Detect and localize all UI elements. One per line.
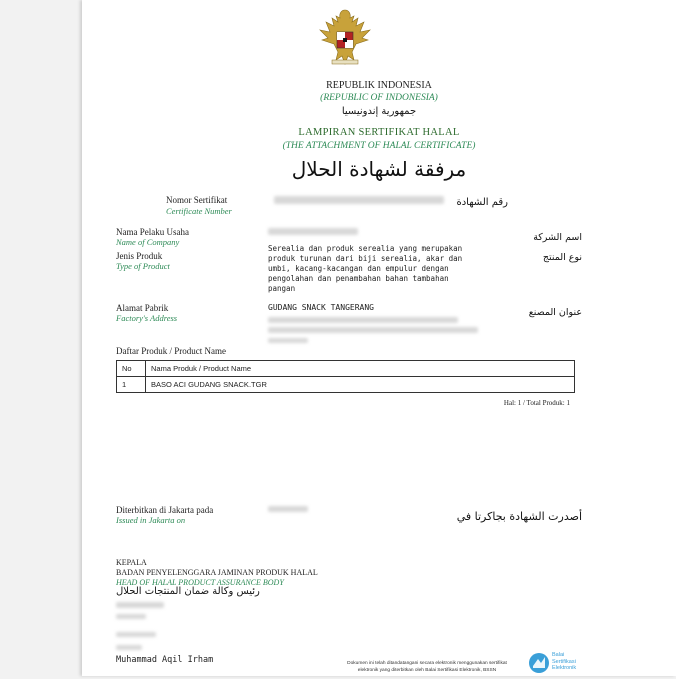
- bsre-logo-text: Balai Sertifikasi Elektronik: [552, 652, 577, 671]
- issued-date-redacted: [268, 506, 308, 512]
- country-name-ar: جمهورية إندونيسيا: [341, 106, 417, 117]
- product-type-label-ar: نوع المنتج: [542, 252, 582, 263]
- country-name-id: REPUBLIK INDONESIA: [326, 80, 432, 91]
- signature-redacted-1: [116, 602, 164, 608]
- factory-label-en: Factory's Address: [116, 313, 178, 323]
- certificate-page: [82, 0, 676, 676]
- column-header-no: No: [117, 361, 146, 377]
- signatory-body-en: HEAD OF HALAL PRODUCT ASSURANCE BODY: [116, 578, 284, 587]
- cert-number-redacted: [274, 196, 444, 204]
- electronic-signature-note: Dokumen ini telah ditandatangani secara elektronik menggunakan sertifikat elektronik yang diterbitkan oleh Balai Sertifikasi Elektronik, BSSN: [347, 661, 507, 673]
- product-type-label-en: Type of Product: [116, 261, 170, 271]
- country-name-en: (REPUBLIC OF INDONESIA): [320, 93, 438, 103]
- factory-label: Alamat Pabrik: [116, 303, 169, 313]
- garuda-emblem-icon: [312, 4, 378, 70]
- signature-redacted-3: [116, 632, 156, 637]
- signatory-body: BADAN PENYELENGGARA JAMINAN PRODUK HALAL: [116, 568, 318, 577]
- page-info: Hal: 1 / Total Produk: 1: [503, 399, 570, 407]
- factory-address-redacted-1: [268, 317, 458, 323]
- factory-address-redacted-2: [268, 327, 478, 333]
- signature-redacted-2: [116, 614, 146, 619]
- product-row-name: BASO ACI GUDANG SNACK.TGR: [146, 377, 575, 393]
- product-row-no: 1: [117, 377, 146, 393]
- cert-number-label-en: Certificate Number: [166, 206, 232, 216]
- column-header-product-name: Nama Produk / Product Name: [146, 361, 575, 377]
- factory-address-redacted-3: [268, 338, 308, 343]
- cert-number-label: Nomor Sertifikat: [166, 195, 228, 205]
- cert-number-label-ar: رقم الشهادة: [456, 197, 508, 208]
- signatory-title: KEPALA: [116, 558, 147, 567]
- signatory-name: Muhammad Aqil Irham: [116, 655, 214, 665]
- company-label-en: Name of Company: [116, 237, 180, 247]
- bsre-logo-icon: [528, 652, 550, 674]
- product-table: [116, 360, 575, 393]
- company-label-ar: اسم الشركة: [533, 232, 582, 243]
- issued-label-ar: أصدرت الشهادة بجاكرتا في: [456, 510, 582, 523]
- signatory-body-ar: رئيس وكالة ضمان المنتجات الحلال: [116, 586, 260, 597]
- product-type-label: Jenis Produk: [116, 251, 163, 261]
- table-row: [117, 377, 575, 393]
- product-type-value: Serealia dan produk serealia yang merupakan produk turunan dari biji serealia, akar dan umbi, kacang-kacangan dan empulur dengan pengolahan dan penambahan bahan tambahan pangan: [268, 244, 463, 293]
- signature-redacted-4: [116, 645, 142, 650]
- product-list-heading: Daftar Produk / Product Name: [116, 346, 226, 356]
- factory-value: GUDANG SNACK TANGERANG: [268, 303, 374, 312]
- certificate-title-id: LAMPIRAN SERTIFIKAT HALAL: [298, 127, 460, 138]
- company-value-redacted: [268, 228, 358, 235]
- product-table-header: [117, 361, 575, 377]
- certificate-title-ar: مرفقة لشهادة الحلال: [291, 157, 467, 181]
- issued-label: Diterbitkan di Jakarta pada: [116, 505, 214, 515]
- factory-label-ar: عنوان المصنع: [528, 307, 582, 318]
- company-label: Nama Pelaku Usaha: [116, 227, 189, 237]
- issued-label-en: Issued in Jakarta on: [116, 515, 186, 525]
- certificate-title-en: (THE ATTACHMENT OF HALAL CERTIFICATE): [282, 141, 476, 151]
